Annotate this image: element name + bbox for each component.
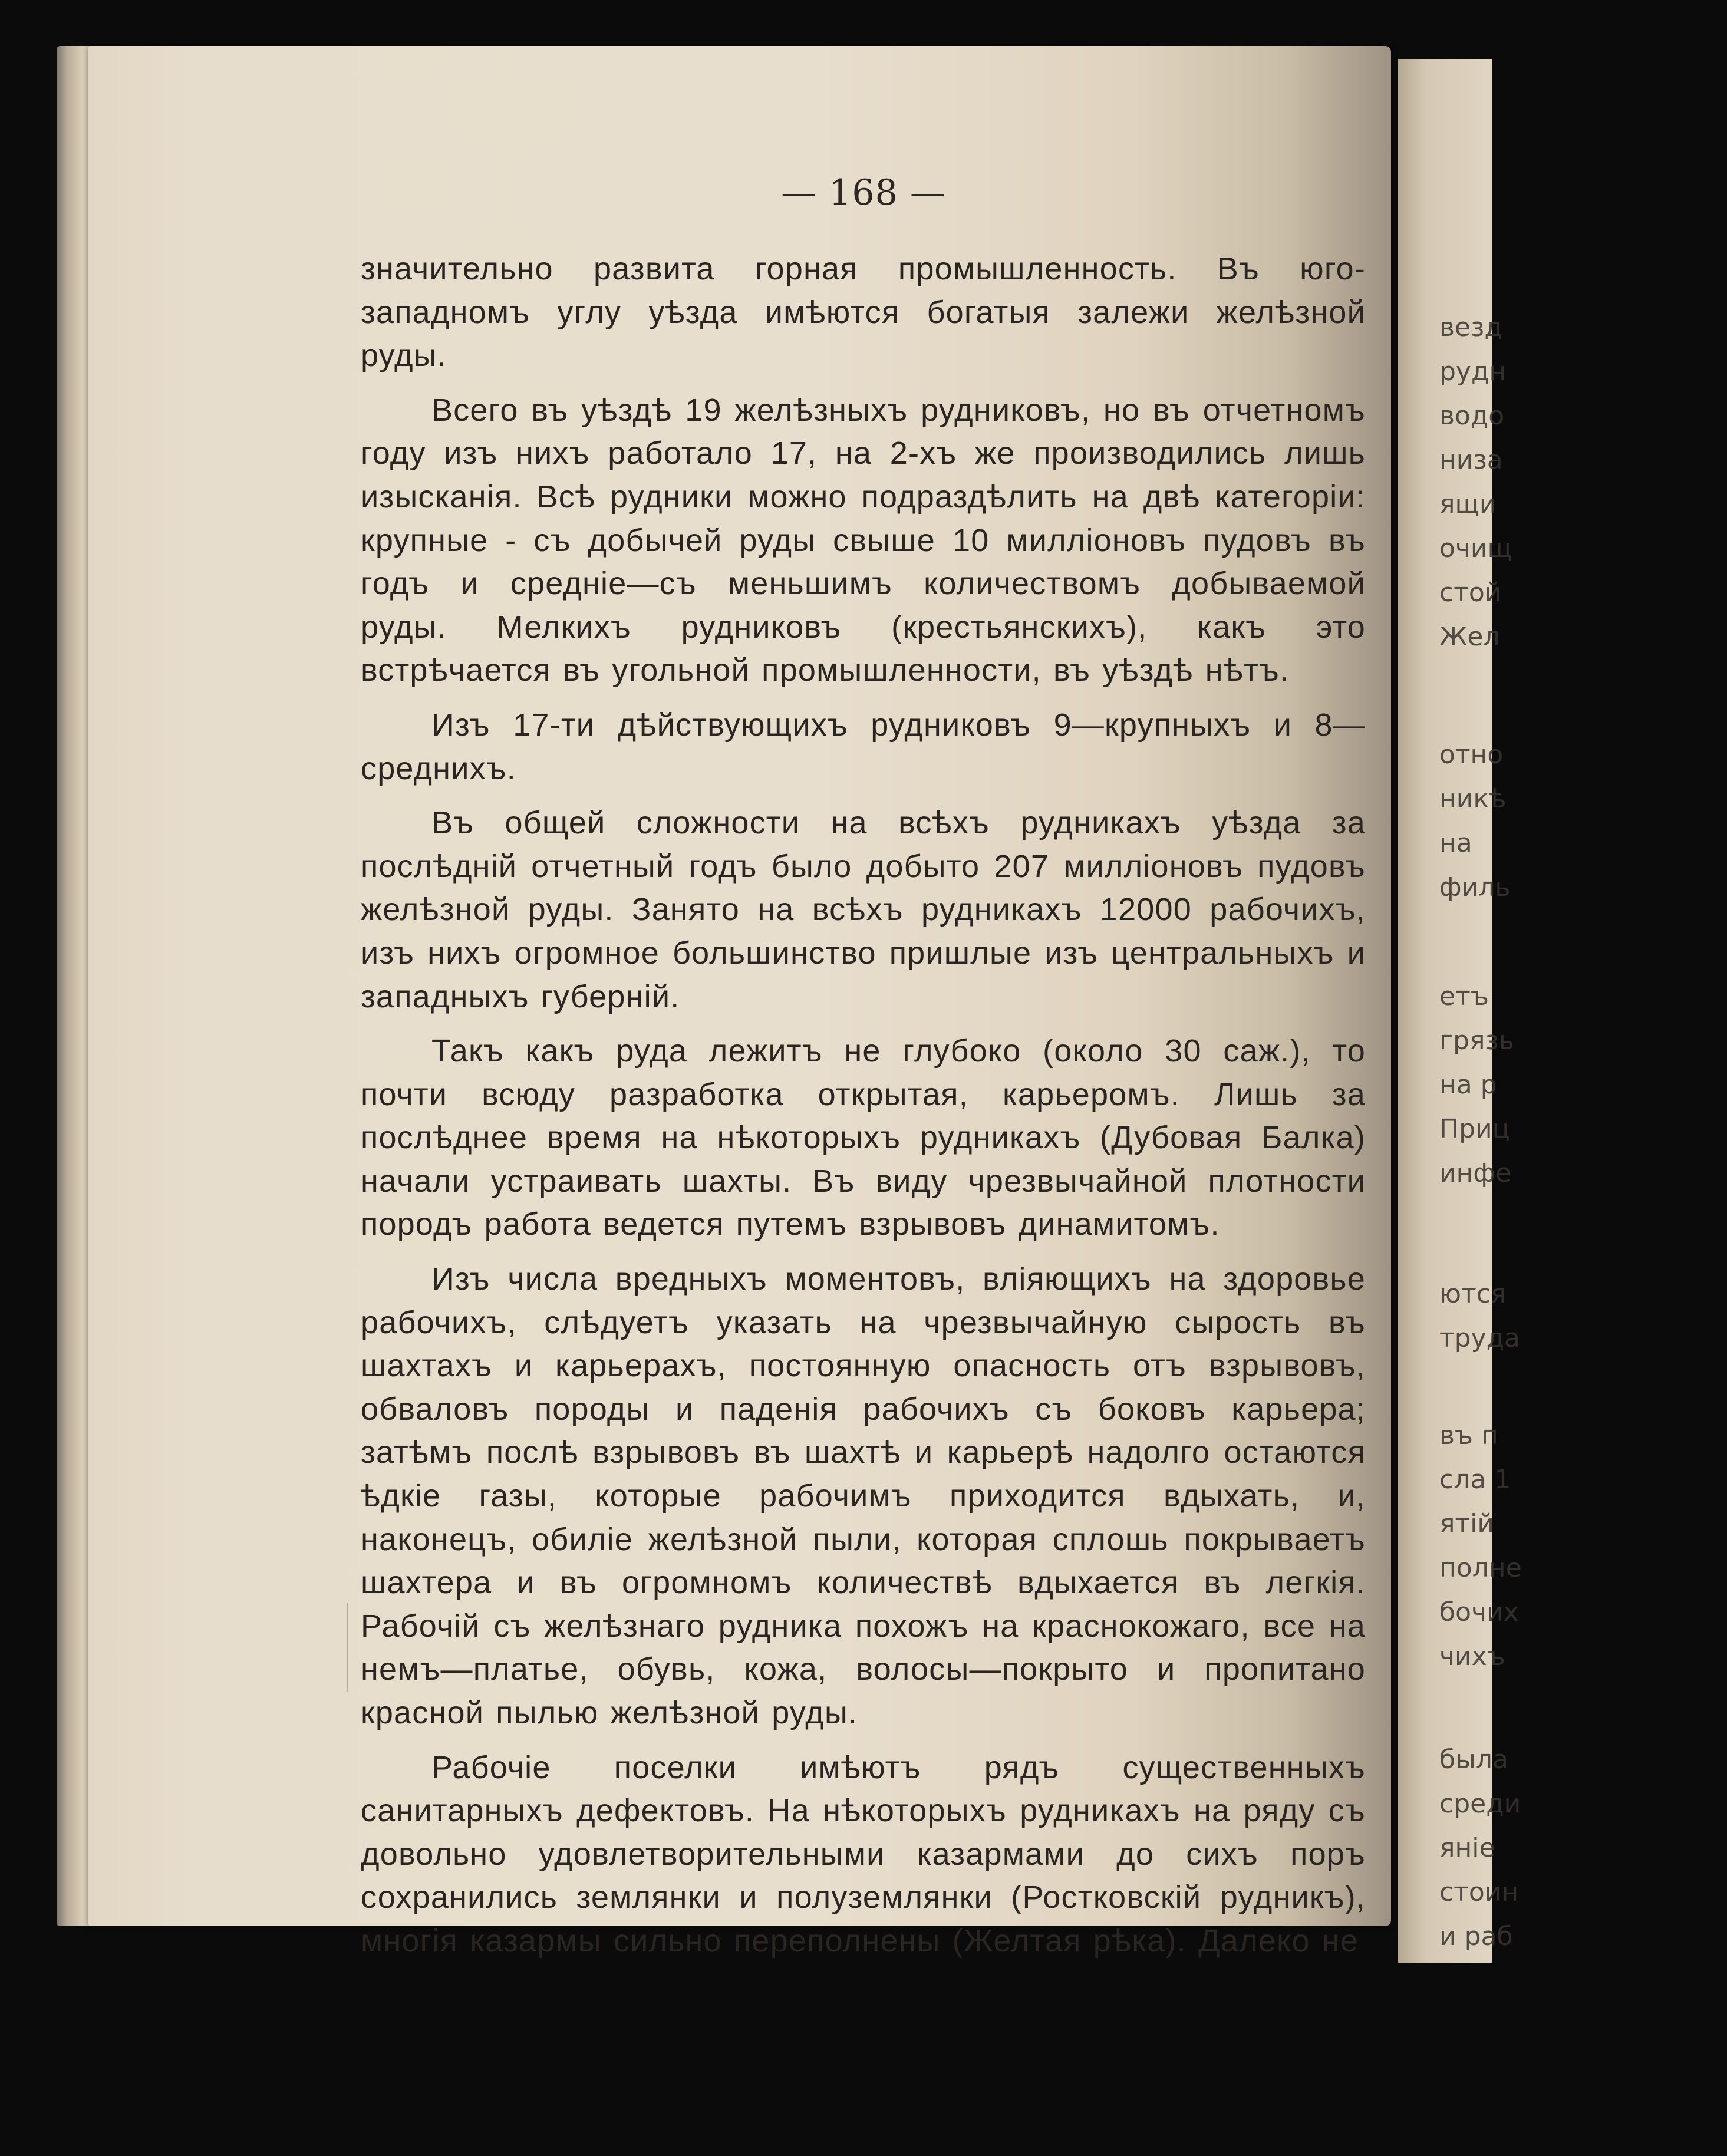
next-page-fragment: ящи xyxy=(1439,489,1497,519)
paragraph-4: Въ общей сложности на всѣхъ рудникахъ уѣзда за послѣдній отчетный годъ было добыто 207 милліоновъ пудовъ желѣзной руды. Занято на всѣхъ рудникахъ 12000 рабочихъ, изъ нихъ огромное большинство пришлые изъ центральныхъ и западныхъ губерній. xyxy=(361,805,1366,1014)
next-page-fragment: инфе xyxy=(1439,1158,1512,1188)
next-page-fragment: полне xyxy=(1439,1553,1522,1583)
next-page-fragment: бочих xyxy=(1439,1597,1519,1627)
next-page-fragment: отно xyxy=(1439,740,1504,770)
next-page-fragment: труда xyxy=(1439,1323,1520,1353)
page-body-text xyxy=(361,248,1366,1974)
next-page-fragment: Жел xyxy=(1439,622,1500,652)
next-page-fragment: на р xyxy=(1439,1070,1497,1100)
next-page-fragment: филь xyxy=(1439,872,1511,902)
next-page-fragment: яніе xyxy=(1439,1833,1495,1863)
next-page-fragment: никѣ xyxy=(1439,784,1507,814)
next-page-fragment: чихъ xyxy=(1439,1641,1505,1672)
paragraph-3: Изъ 17-ти дѣйствующихъ рудниковъ 9—крупныхъ и 8—среднихъ. xyxy=(361,707,1366,786)
next-page-fragment: ятій xyxy=(1439,1509,1494,1539)
next-page-fragment: въ п xyxy=(1439,1420,1498,1450)
paragraph-6: Изъ числа вредныхъ моментовъ, вліяющихъ на здоровье рабочихъ, слѣдуетъ указать на чрезвычайную сырость въ шахтахъ и карьерахъ, постоянную опасность отъ взрывовъ, обваловъ породы и паденія рабочихъ съ боковъ карьера; затѣмъ послѣ взрывовъ въ шахтѣ и карьерѣ надолго остаются ѣдкіе газы, которые рабочимъ приходится вдыхать, и, наконецъ, обиліе желѣзной пыли, которая сплошь покрываетъ шахтера и въ огромномъ количествѣ вдыхается въ легкія. Рабочій съ желѣзнаго рудника похожъ на краснокожаго, все на немъ—платье, обувь, кожа, волосы—покрыто и пропитано красной пылью желѣзной руды. xyxy=(361,1261,1366,1730)
margin-pencil-mark xyxy=(347,1603,348,1692)
paragraph-2: Всего въ уѣздѣ 19 желѣзныхъ рудниковъ, но въ отчетномъ году изъ нихъ работало 17, на 2-хъ же производились лишь изысканія. Всѣ рудники можно подраздѣлить на двѣ категоріи: крупные - съ добычей руды свыше 10 милліоновъ пудовъ въ годъ и средніе—съ меньшимъ количествомъ добываемой руды. Мелкихъ рудниковъ (крестьянскихъ), какъ это встрѣчается въ угольной промышленности, въ уѣздѣ нѣтъ. xyxy=(361,392,1366,688)
next-page-edge xyxy=(1398,59,1522,1963)
paragraph-7: Рабочіе поселки имѣютъ рядъ существенныхъ санитарныхъ дефектовъ. На нѣкоторыхъ рудникахъ на ряду съ довольно удовлетворительными казармами до сихъ поръ сохранились землянки и полуземлянки (Ростковскій рудникъ), многія казармы сильно переполнены (Желтая рѣка). Далеко не xyxy=(361,1749,1366,1959)
next-page-fragment: ются xyxy=(1439,1279,1507,1309)
next-page-fragment: рудн xyxy=(1439,357,1507,387)
page-number: — 168 — xyxy=(781,172,946,213)
next-page-fragment: везд xyxy=(1439,312,1502,342)
next-page-fragment: стой xyxy=(1439,578,1502,608)
next-page-fragment: стоин xyxy=(1439,1877,1519,1907)
next-page-fragment: среди xyxy=(1439,1789,1521,1819)
paragraph-1: значительно развита горная промышленность. Въ юго-западномъ углу уѣзда имѣются богатыя залежи желѣзной руды. xyxy=(361,251,1366,374)
next-page-fragment: етъ xyxy=(1439,981,1489,1011)
next-page-fragment: очищ xyxy=(1439,533,1512,563)
next-page-fragment: была xyxy=(1439,1745,1508,1775)
next-page-fragment: и раб xyxy=(1439,1921,1513,1951)
next-page-fragment: сла 1 xyxy=(1439,1465,1511,1495)
next-page-fragment: на xyxy=(1439,828,1472,858)
next-page-fragment: водо xyxy=(1439,401,1505,431)
next-page-fragment: грязь xyxy=(1439,1026,1514,1056)
paragraph-5: Такъ какъ руда лежитъ не глубоко (около 30 саж.), то почти всюду разработка открытая, карьеромъ. Лишь за послѣднее время на нѣкоторыхъ рудникахъ (Дубовая Балка) начали устраивать шахты. Въ виду чрезвычайной плотности породъ работа ведется путемъ взрывовъ динамитомъ. xyxy=(361,1033,1366,1242)
next-page-fragment: Приц xyxy=(1439,1114,1510,1144)
next-page-fragment: низа xyxy=(1439,445,1503,475)
